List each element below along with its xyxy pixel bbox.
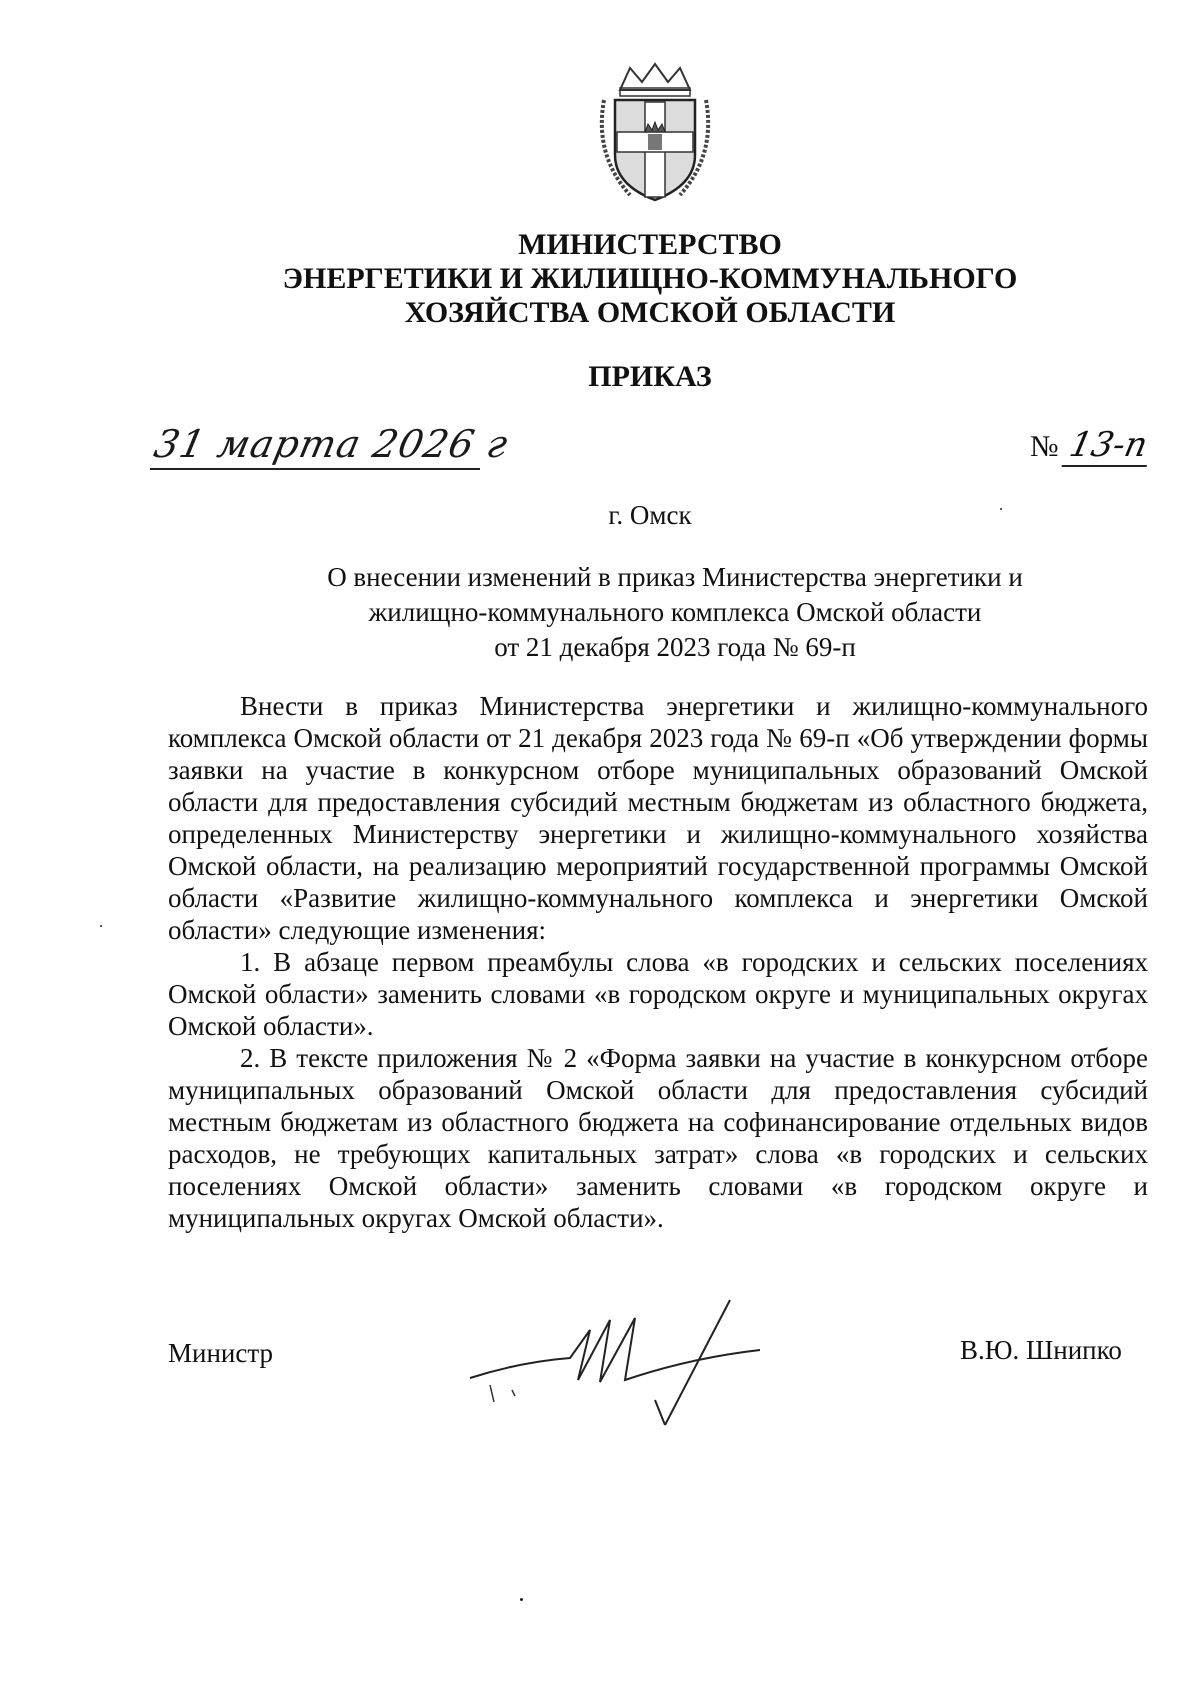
city: г. Омск (608, 500, 692, 530)
scan-speck (100, 925, 102, 927)
ministry-line: ХОЗЯЙСТВА ОМСКОЙ ОБЛАСТИ (404, 296, 896, 329)
coat-of-arms-icon (590, 60, 720, 210)
subject-line: от 21 декабря 2023 года № 69-п (494, 632, 856, 662)
date-underline (150, 468, 480, 470)
ministry-line: МИНИСТЕРСТВО (518, 228, 782, 261)
body-paragraph: 2. В тексте приложения № 2 «Форма заявки на участие в конкурсном отборе муниципальных образований Омской области для предоставления субсидий местным бюджетам из областного бюджета на софинансирование отдельных видов расходов, не требующих капитальных затрат» слова «в городских и сельских поселениях Омской области» заменить словами «в городском округе и муниципальных округах Омской области». (168, 1043, 1148, 1233)
body-paragraph: 1. В абзаце первом преамбулы слова «в городских и сельских поселениях Омской области» заменить словами «в городском округе и муниципальных округах Омской области». (168, 947, 1148, 1041)
document-number (1030, 425, 1151, 467)
ministry-line: ЭНЕРГЕТИКИ И ЖИЛИЩНО-КОММУНАЛЬНОГО (282, 262, 1018, 295)
ministry-name (150, 228, 1150, 330)
body-paragraph: Внести в приказ Министерства энергетики и жилищно-коммунального комплекса Омской области от 21 декабря 2023 года № 69-п «Об утверждении формы заявки на участие в конкурсном отборе муниципальных образований Омской области для предоставления субсидий местным бюджетам из областного бюджета, определенных Министерству энергетики и жилищно-коммунального хозяйства Омской области, на реализацию мероприятий государственной программы Омской области «Развитие жилищно-коммунального комплекса и энергетики Омской области» следующие изменения: (168, 691, 1148, 945)
document-type: ПРИКАЗ (588, 360, 712, 393)
signatory-name: В.Ю. Шнипко (960, 1335, 1122, 1365)
signatory-title: Министр (168, 1338, 273, 1368)
signature (460, 1290, 800, 1430)
handwritten-date: 31 марта 2026 г (150, 422, 513, 466)
document-subject (280, 560, 1070, 665)
document-body (168, 690, 1148, 1234)
scan-speck (1000, 508, 1002, 510)
handwritten-number: 13-п (1062, 425, 1156, 467)
number-sign: № (1030, 430, 1059, 463)
subject-line: О внесении изменений в приказ Министерства энергетики и (327, 562, 1023, 592)
scan-speck (520, 1598, 523, 1601)
subject-line: жилищно-коммунального комплекса Омской области (368, 597, 982, 627)
